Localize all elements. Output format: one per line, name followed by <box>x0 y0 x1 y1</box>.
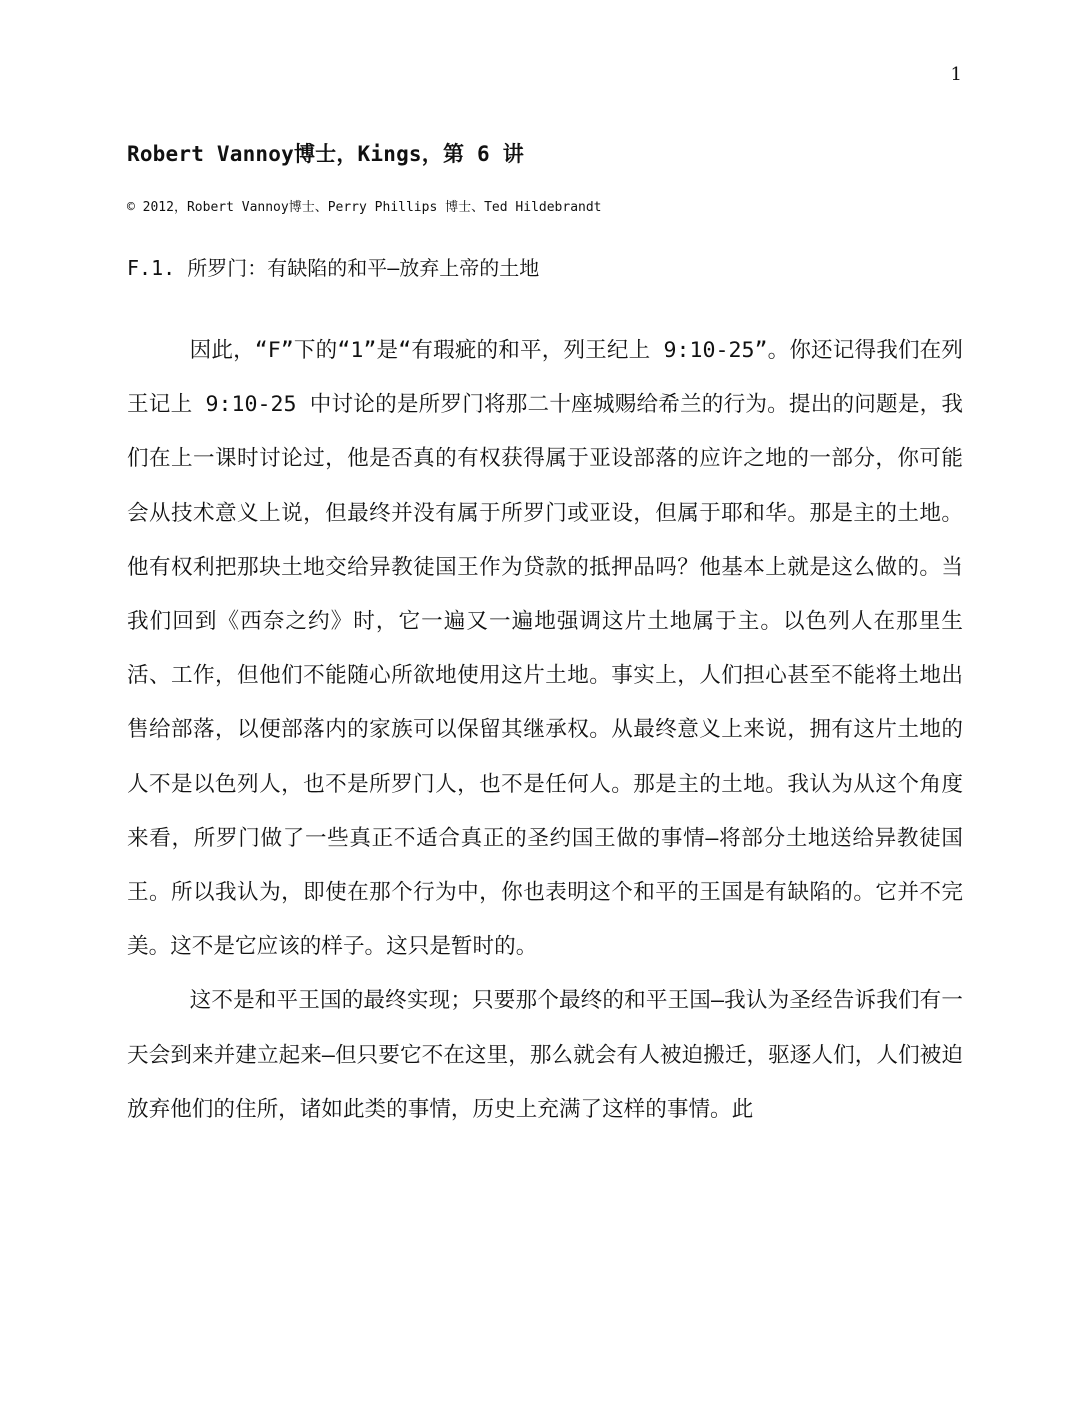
body-text <box>127 324 963 1137</box>
paragraph-2: 这不是和平王国的最终实现；只要那个最终的和平王国—我认为圣经告诉我们有一天会到来并建立起来—但只要它不在这里，那么就会有人被迫搬迁，驱逐人们，人们被迫放弃他们的住所，诸如此类的事情，历史上充满了这样的事情。此 <box>127 988 963 1122</box>
section-heading: F.1. 所罗门：有缺陷的和平—放弃上帝的土地 <box>127 256 540 280</box>
document-title: Robert Vannoy博士，Kings，第 6 讲 <box>127 142 524 166</box>
copyright-line: © 2012，Robert Vannoy博士、Perry Phillips 博士、Ted Hildebrandt <box>127 200 602 215</box>
paragraph-1: 因此，“F”下的“1”是“有瑕疵的和平，列王纪上 9:10-25”。你还记得我们在列王记上 9:10-25 中讨论的是所罗门将那二十座城赐给希兰的行为。提出的问题是，我们在上一课时讨论过，他是否真的有权获得属于亚设部落的应许之地的一部分，你可能会从技术意义上说，但最终并没有属于所罗门或亚设，但属于耶和华。那是主的土地。他有权利把那块土地交给异教徒国王作为贷款的抵押品吗？他基本上就是这么做的。当我们回到《西奈之约》时，它一遍又一遍地强调这片土地属于主。以色列人在那里生活、工作，但他们不能随心所欲地使用这片土地。事实上，人们担心甚至不能将土地出售给部落，以便部落内的家族可以保留其继承权。从最终意义上来说，拥有这片土地的人不是以色列人，也不是所罗门人，也不是任何人。那是主的土地。我认为从这个角度来看，所罗门做了一些真正不适合真正的圣约国王做的事情—将部分土地送给异教徒国王。所以我认为，即使在那个行为中，你也表明这个和平的王国是有缺陷的。它并不完美。这不是它应该的样子。这只是暂时的。 <box>127 338 963 960</box>
page-number: 1 <box>950 64 962 85</box>
